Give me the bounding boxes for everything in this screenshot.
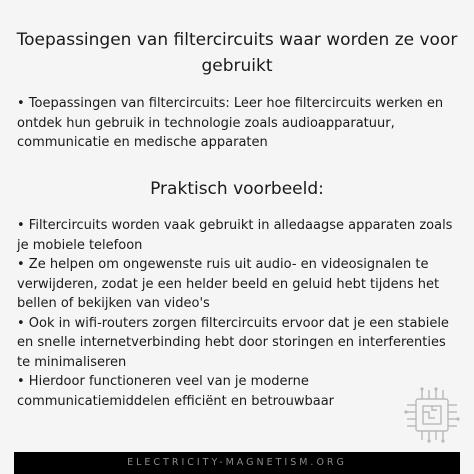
page-title: Toepassingen van filtercircuits waar worden ze voor gebruikt xyxy=(16,30,458,76)
section-heading: Praktisch voorbeeld: xyxy=(150,179,324,199)
intro-paragraph: • Toepassingen van filtercircuits: Leer hoe filtercircuits werken en ontdek hun gebruik in technologie zoals audioapparatuur, communicatie en medische apparaten xyxy=(17,96,444,150)
list-item: • Filtercircuits worden vaak gebruikt in alledaagse apparaten zoals je mobiele telefoon xyxy=(17,218,453,253)
list-item: • Ook in wifi-routers zorgen filtercircuits ervoor dat je een stabiele en snelle internetverbinding hebt door storingen en interferenties te minimaliseren xyxy=(17,315,449,370)
circuit-chip-icon xyxy=(404,386,460,444)
footer-bar: ELECTRICITY-MAGNETISM.ORG xyxy=(14,452,460,474)
list-item: • Ze helpen om ongewenste ruis uit audio- en videosignalen te verwijderen, zodat je een helder beeld en geluid hebt tijdens het bellen of bekijken van video's xyxy=(17,257,440,311)
bullet-list xyxy=(17,216,459,411)
list-item: • Hierdoor functioneren veel van je moderne communicatiemiddelen efficiënt en betrouwbaar xyxy=(17,374,335,409)
